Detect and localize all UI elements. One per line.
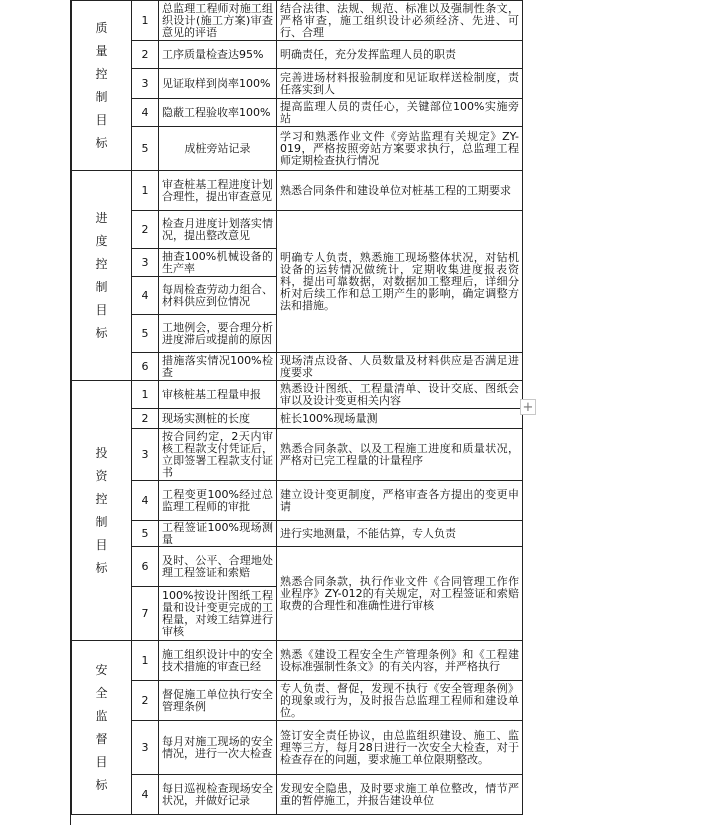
table-row [72, 521, 523, 547]
control-measure: 熟悉合同条款、以及工程施工进度和质量状况，严格对已完工程量的计量程序 [277, 429, 523, 481]
control-measure: 明确责任，充分发挥监理人员的职责 [277, 41, 523, 69]
control-measure: 签订安全责任协议，由总监组织建设、施工、监理等三方，每月28日进行一次安全大检查，对于检查存在的问题，要求施工单位限期整改。 [277, 721, 523, 775]
target-item: 总监理工程师对施工组织设计(施工方案)审查意见的评语 [159, 1, 277, 41]
control-measure: 结合法律、法规、规范、标准以及强制性条文，严格审查，施工组织设计必须经济、先进、可行、合理 [277, 1, 523, 41]
target-item: 工程签证100%现场测量 [159, 521, 277, 547]
table-row [72, 99, 523, 127]
category-cell-safety: 安全监督目标 [72, 641, 132, 815]
table-row [72, 127, 523, 171]
target-item: 每日巡视检查现场安全状况，并做好记录 [159, 775, 277, 815]
category-cell-schedule: 进度控制目标 [72, 171, 132, 381]
row-number: 2 [132, 681, 159, 721]
target-item: 工地例会，要合理分析进度滞后或提前的原因 [159, 315, 277, 353]
table-row [72, 641, 523, 681]
target-item: 工程变更100%经过总监理工程师的审批 [159, 481, 277, 521]
target-item: 每月对施工现场的安全情况，进行一次大检查 [159, 721, 277, 775]
add-row-button[interactable]: + [520, 399, 536, 415]
category-cell-quality: 质量控制目标 [72, 1, 132, 171]
table-row [72, 481, 523, 521]
row-number: 3 [132, 249, 159, 277]
table-row [72, 211, 523, 249]
control-measure: 建立设计变更制度，严格审查各方提出的变更申请 [277, 481, 523, 521]
row-number: 6 [132, 547, 159, 587]
table-row [72, 381, 523, 409]
table-row [72, 171, 523, 211]
supervision-target-table [71, 0, 523, 815]
table-row [72, 547, 523, 587]
target-item: 每周检查劳动力组合、材料供应到位情况 [159, 277, 277, 315]
target-item: 施工组织设计中的安全技术措施的审查已经 [159, 641, 277, 681]
table-row [72, 409, 523, 429]
control-measure: 熟悉设计图纸、工程量清单、设计交底、图纸会审以及设计变更相关内容 [277, 381, 523, 409]
row-number: 3 [132, 429, 159, 481]
control-measure: 现场清点设备、人员数量及材料供应是否满足进度要求 [277, 353, 523, 381]
row-number: 5 [132, 521, 159, 547]
target-item: 措施落实情况100%检查 [159, 353, 277, 381]
target-item: 100%按设计图纸工程量和设计变更完成的工程量，对竣工结算进行审核 [159, 587, 277, 641]
target-item: 及时、公平、合理地处理工程签证和索赔 [159, 547, 277, 587]
control-measure: 完善进场材料报验制度和见证取样送检制度，责任落实到人 [277, 69, 523, 99]
row-number: 3 [132, 721, 159, 775]
target-item: 按合同约定，2天内审核工程款支付凭证后，立即签署工程款支付证书 [159, 429, 277, 481]
table-row [72, 69, 523, 99]
table-row [72, 41, 523, 69]
row-number: 7 [132, 587, 159, 641]
row-number: 5 [132, 315, 159, 353]
row-number: 1 [132, 381, 159, 409]
control-measure: 学习和熟悉作业文件《旁站监理有关规定》ZY-019，严格按照旁站方案要求执行，总监理工程师定期检查执行情况 [277, 127, 523, 171]
row-number: 5 [132, 127, 159, 171]
target-item: 成桩旁站记录 [159, 127, 277, 171]
target-item: 审核桩基工程量申报 [159, 381, 277, 409]
target-item: 检查月进度计划落实情况，提出整改意见 [159, 211, 277, 249]
table-row [72, 681, 523, 721]
control-measure: 发现安全隐患，及时要求施工单位整改，情节严重的暂停施工，并报告建设单位 [277, 775, 523, 815]
control-measure: 进行实地测量，不能估算，专人负责 [277, 521, 523, 547]
row-number: 4 [132, 277, 159, 315]
table-row [72, 721, 523, 775]
row-number: 6 [132, 353, 159, 381]
row-number: 1 [132, 171, 159, 211]
row-number: 4 [132, 481, 159, 521]
control-measure: 熟悉《建设工程安全生产管理条例》和《工程建设标准强制性条文》的有关内容，并严格执行 [277, 641, 523, 681]
target-item: 工序质量检查达95% [159, 41, 277, 69]
control-measure: 桩长100%现场量测 [277, 409, 523, 429]
row-number: 2 [132, 41, 159, 69]
control-measure: 专人负责、督促，发现不执行《安全管理条例》的现象或行为，及时报告总监理工程师和建设单位。 [277, 681, 523, 721]
control-measure: 熟悉合同条件和建设单位对桩基工程的工期要求 [277, 171, 523, 211]
table-row [72, 353, 523, 381]
control-measure: 熟悉合同条款，执行作业文件《合同管理工作作业程序》ZY-012的有关规定，对工程签证和索赔取费的合理性和准确性进行审核 [277, 547, 523, 641]
target-item: 见证取样到岗率100% [159, 69, 277, 99]
row-number: 3 [132, 69, 159, 99]
table-row [72, 429, 523, 481]
row-number: 1 [132, 1, 159, 41]
row-number: 4 [132, 775, 159, 815]
target-item: 现场实测桩的长度 [159, 409, 277, 429]
target-item: 审查桩基工程进度计划合理性，提出审查意见 [159, 171, 277, 211]
row-number: 2 [132, 409, 159, 429]
table-row [72, 775, 523, 815]
target-item: 督促施工单位执行安全管理条例 [159, 681, 277, 721]
row-number: 1 [132, 641, 159, 681]
table-row [72, 1, 523, 41]
control-measure: 明确专人负责，熟悉施工现场整体状况，对钻机设备的运转情况做统计，定期收集进度报表资料，提出可靠数据，对数据加工整理后，详细分析对后续工作和总工期产生的影响，确定调整方法和措施。 [277, 211, 523, 353]
category-cell-investment: 投资控制目标 [72, 381, 132, 641]
row-number: 4 [132, 99, 159, 127]
row-number: 2 [132, 211, 159, 249]
target-item: 隐蔽工程验收率100% [159, 99, 277, 127]
control-measure: 提高监理人员的责任心，关键部位100%实施旁站 [277, 99, 523, 127]
target-item: 抽查100%机械设备的生产率 [159, 249, 277, 277]
